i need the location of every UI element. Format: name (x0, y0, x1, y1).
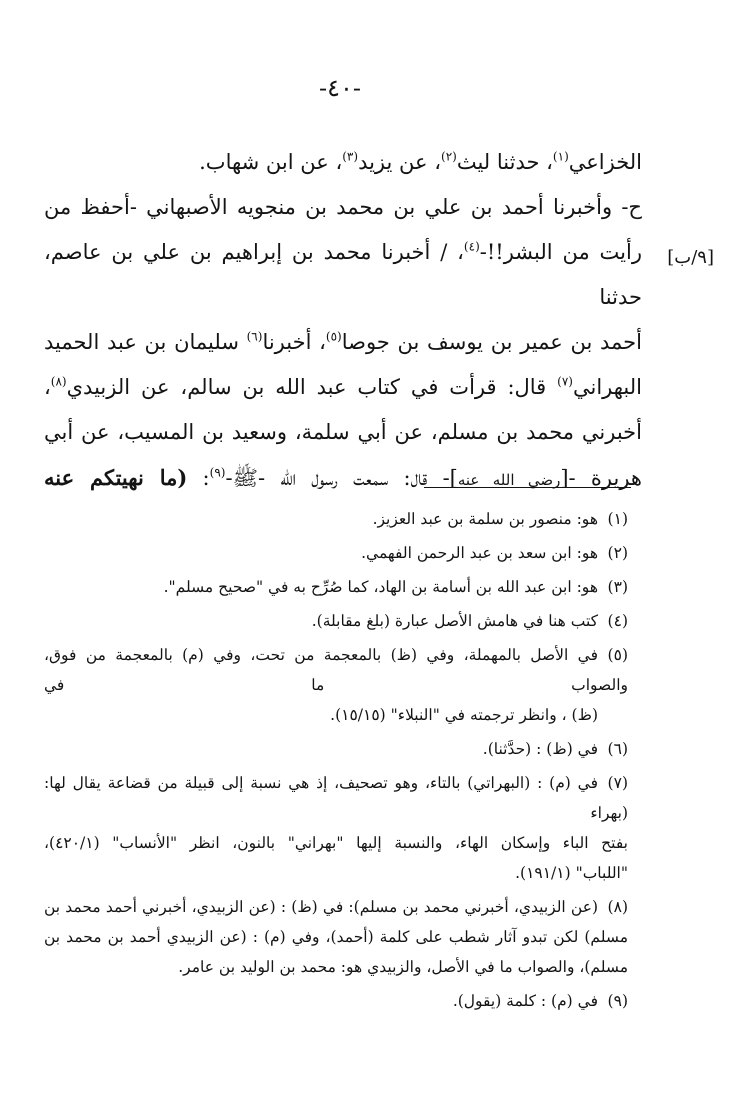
footnote-number: (٧) (607, 774, 628, 792)
footnote-text: كتب هنا في هامش الأصل عبارة (بلغ مقابلة). (311, 612, 598, 630)
main-text (44, 140, 642, 503)
footnote-5 (44, 640, 628, 730)
footnote-separator (424, 487, 631, 488)
footnote-line: (٨)(عن الزبيدي، أخبرني محمد بن مسلم): في (ظ) : (عن الزبيدي، أخبرني أحمد محمد بن (44, 892, 628, 922)
margin-folio-marker: [٩/ب] (667, 247, 714, 268)
main-line-5: البهراني$^{(٧)}$ قال: قرأت في كتاب عبد الله بن سالم، عن الزبيدي$^{(٨)}$، (44, 374, 642, 399)
footnote-number: (٣) (607, 578, 628, 596)
footnote-number: (٢) (607, 544, 628, 562)
footnote-number: (٤) (607, 612, 628, 630)
footnote-line: مسلم)، والصواب ما في الأصل، والزبيدي هو: محمد بن الوليد بن عامر. (178, 958, 628, 976)
footnote-ref-7[interactable]: (٧) (557, 374, 573, 389)
honorific-radiyallah: رضي الله عنه (457, 471, 561, 489)
main-line-6: أخبرني محمد بن مسلم، عن أبي سلمة، وسعيد بن المسيب، عن أبي (44, 420, 642, 444)
footnote-number: (٨) (607, 898, 628, 916)
footnote-line: (٥)في الأصل بالمهملة، وفي (ظ) بالمعجمة من تحت، وفي (م) بالمعجمة من فوق، والصواب ما في (44, 640, 628, 700)
footnote-number: (٩) (607, 992, 628, 1010)
footnote-text: هو: منصور بن سلمة بن عبد العزيز. (372, 510, 598, 528)
footnote-number: (٦) (607, 740, 628, 758)
footnote-4 (44, 606, 628, 636)
footnote-number: (٥) (607, 646, 628, 664)
honorific-salla: ﷺ (232, 466, 258, 490)
main-line-7: هريرة -[رضي الله عنه]- قال: سمعت رسول الله -ﷺ-$^{(٩)}$: (ما نهيتكم عنه (44, 465, 642, 490)
main-line-4: أحمد بن عمير بن يوسف بن جوصا$^{(٥)}$، أخبرنا$^{(٦)}$ سليمان بن عبد الحميد (44, 329, 642, 354)
footnote-ref-9[interactable]: (٩) (209, 465, 226, 480)
footnote-number: (١) (607, 510, 628, 528)
footnote-text: في (ظ) : (حدَّثنا). (482, 740, 598, 758)
footnote-ref-6[interactable]: (٦) (246, 329, 263, 344)
footnote-ref-5[interactable]: (٥) (325, 329, 342, 344)
footnote-line: (ظ) ، وانظر ترجمته في "النبلاء" (١٥/١٥). (330, 706, 598, 724)
footnote-line: "اللباب" (١٩١/١). (515, 864, 628, 882)
main-line-1: الخزاعي$^{(١)}$، حدثنا ليث$^{(٢)}$، عن يزيد$^{(٣)}$، عن ابن شهاب. (199, 149, 642, 174)
footnote-text: هو: ابن عبد الله بن أسامة بن الهاد، كما صُرِّح به في "صحيح مسلم". (163, 578, 598, 596)
footnote-text: هو: ابن سعد بن عبد الرحمن الفهمي. (361, 544, 598, 562)
footnote-ref-4[interactable]: (٤) (463, 239, 480, 254)
page-number: -٤٠- (319, 74, 361, 102)
footnote-text: في (م) : كلمة (يقول). (452, 992, 598, 1010)
footnote-7 (44, 768, 628, 888)
footnote-ref-1[interactable]: (١) (552, 149, 569, 164)
footnote-6 (44, 734, 628, 764)
footnote-line: مسلم) لكن تبدو آثار شطب على كلمة (أحمد)، وفي (م) : (عن الزبيدي أحمد بن محمد بن (44, 928, 628, 946)
hadith-opening: (ما نهيتكم عنه (44, 465, 188, 490)
footnote-line: (٧)في (م) : (البهراتي) بالتاء، وهو تصحيف، إذ هي نسبة إلى قبيلة من قضاعة يقال لها: (بهراء (44, 768, 628, 828)
footnotes (44, 504, 628, 1020)
footnote-1 (44, 504, 628, 534)
footnote-line: بفتح الباء وإسكان الهاء، والنسبة إليها "بهراني" بالنون، انظر "الأنساب" (٤٢٠/١)، (44, 834, 628, 852)
footnote-ref-2[interactable]: (٢) (441, 149, 457, 164)
main-line-3: رأيت من البشر!!-$^{(٤)}$، / أخبرنا محمد بن إبراهيم بن علي بن عاصم، حدثنا (44, 239, 642, 309)
footnote-2 (44, 538, 628, 568)
footnote-ref-8[interactable]: (٨) (50, 374, 67, 389)
main-line-2: ح- وأخبرنا أحمد بن علي بن محمد بن منجويه الأصبهاني -أحفظ من (44, 195, 642, 219)
footnote-ref-3[interactable]: (٣) (342, 149, 359, 164)
footnote-3 (44, 572, 628, 602)
footnote-9 (44, 986, 628, 1016)
footnote-8 (44, 892, 628, 982)
